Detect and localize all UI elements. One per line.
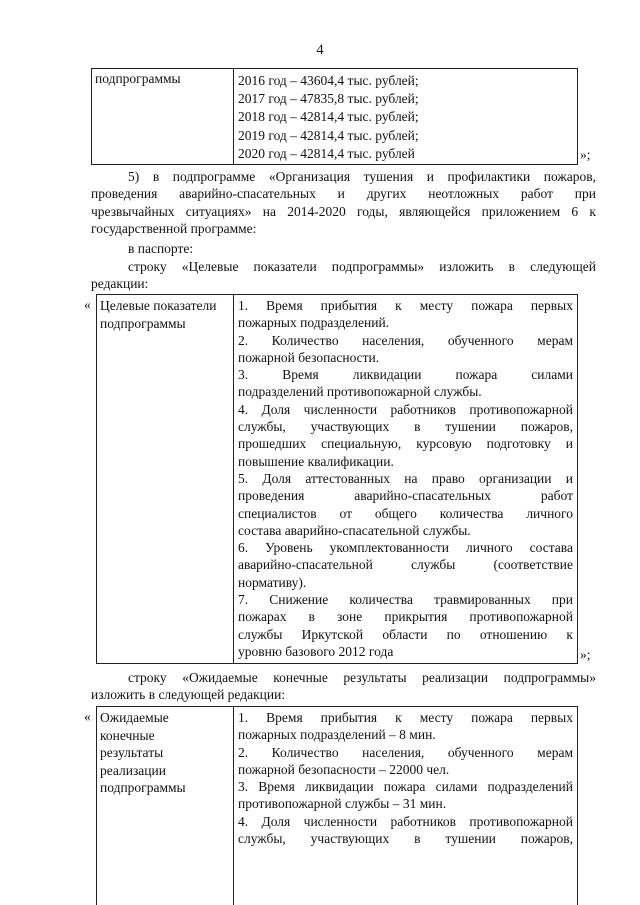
indicator-line: аварийно-спасательной службы (соответствие — [238, 557, 573, 573]
expected-results-label-line: реализации — [100, 762, 166, 778]
amendment-line: государственной программе: — [91, 220, 257, 236]
table2-open-mark: « — [84, 297, 91, 312]
expected-results-label-cell — [97, 707, 234, 905]
result-line: службы, участвующих в тушении пожаров, — [238, 831, 573, 847]
indicator-line: пожарной безопасности. — [238, 349, 380, 365]
indicator-line: 3. Время ликвидации пожара силами — [238, 367, 573, 383]
results-instruction-line: изложить в следующей редакции: — [91, 687, 286, 703]
result-line: 1. Время прибытия к месту пожара первых — [238, 710, 573, 725]
indicator-line: повышение квалификации. — [238, 453, 394, 469]
funding-table — [91, 68, 578, 165]
in-passport-text: в паспорте: — [128, 241, 194, 256]
indicator-line: 5. Доля аттестованных на право организации и — [238, 470, 573, 486]
funding-table-label: подпрограммы — [95, 71, 181, 86]
target-indicators-label-cell — [97, 295, 234, 663]
indicator-line: 2. Количество населения, обученного мерам — [238, 332, 573, 348]
result-line: 2. Количество населения, обученного мерам — [238, 744, 573, 760]
result-line: 4. Доля численности работников противопожарной — [238, 813, 573, 829]
expected-results-label-line: конечные — [100, 727, 155, 743]
indicator-line: 6. Уровень укомплектованности личного состава — [238, 540, 573, 556]
indicator-line: нормативу). — [238, 574, 307, 590]
table2-close-mark: »; — [580, 647, 591, 662]
funding-year-2016: 2016 год – 43604,4 тыс. рублей; — [238, 73, 419, 88]
expected-results-table — [96, 706, 578, 905]
indicator-line: прошедших специальную, курсовую подготовку и — [238, 436, 573, 452]
instruction-line: строку «Целевые показатели подпрограммы» изложить в следующей — [128, 259, 596, 274]
instruction-line: редакции: — [91, 276, 149, 292]
page-number: 4 — [316, 42, 324, 58]
funding-table-values-cell — [234, 69, 577, 164]
indicator-line: подразделений противопожарной службы. — [238, 384, 482, 400]
instruction-paragraph — [91, 258, 596, 293]
table3-open-mark: « — [84, 709, 91, 724]
results-instruction-line: строку «Ожидаемые конечные результаты реализации подпрограммы» — [128, 670, 596, 685]
indicator-line: службы Иркутской области по отношению к — [238, 626, 573, 642]
target-indicators-table — [96, 294, 578, 664]
indicator-line: пожарных подразделений. — [238, 315, 390, 331]
indicator-line: службы, участвующих в тушении пожаров, — [238, 419, 573, 435]
amendment-line: чрезвычайных ситуациях» на 2014-2020 годы, являющейся приложением 6 к — [91, 203, 596, 219]
expected-results-label-line: Ожидаемые — [100, 710, 169, 725]
funding-year-2018: 2018 год – 42814,4 тыс. рублей; — [238, 109, 419, 125]
funding-year-2020: 2020 год – 42814,4 тыс. рублей — [238, 145, 415, 161]
amendment-paragraph — [91, 168, 596, 237]
expected-results-label-line: результаты — [100, 745, 164, 760]
indicator-line: 4. Доля численности работников противопожарной — [238, 401, 573, 417]
results-instruction-paragraph — [91, 669, 596, 704]
indicator-line: пожарах в зоне прикрытия противопожарной — [238, 609, 573, 625]
table1-close-mark: »; — [580, 147, 591, 162]
funding-year-2017: 2017 год – 47835,8 тыс. рублей; — [238, 91, 419, 107]
indicator-line: уровню базового 2012 года — [238, 643, 394, 659]
result-line: противопожарной службы – 31 мин. — [238, 796, 447, 812]
target-indicators-label-line: подпрограммы — [100, 315, 186, 331]
target-indicators-content-cell — [234, 295, 577, 663]
amendment-line: проведения аварийно-спасательных и других неотложных работ при — [91, 186, 596, 202]
amendment-line: 5) в подпрограмме «Организация тушения и профилактики пожаров, — [128, 169, 596, 184]
funding-table-label-cell — [92, 69, 234, 164]
indicator-line: проведения аварийно-спасательных работ — [238, 488, 573, 504]
indicator-line: 1. Время прибытия к месту пожара первых — [238, 298, 573, 313]
funding-year-2019: 2019 год – 42814,4 тыс. рублей; — [238, 127, 419, 143]
expected-results-label-line: подпрограммы — [100, 780, 186, 795]
indicator-line: 7. Снижение количества травмированных при — [238, 592, 573, 608]
indicator-line: состава аварийно-спасательной службы. — [238, 522, 471, 538]
result-line: пожарной безопасности – 22000 чел. — [238, 761, 450, 777]
indicator-line: специалистов от общего количества личного — [238, 505, 573, 521]
target-indicators-label-line: Целевые показатели — [100, 298, 217, 313]
result-line: пожарных подразделений – 8 мин. — [238, 727, 436, 743]
result-line: 3. Время ликвидации пожара силами подразделений — [238, 779, 573, 795]
expected-results-content-cell — [234, 707, 577, 905]
